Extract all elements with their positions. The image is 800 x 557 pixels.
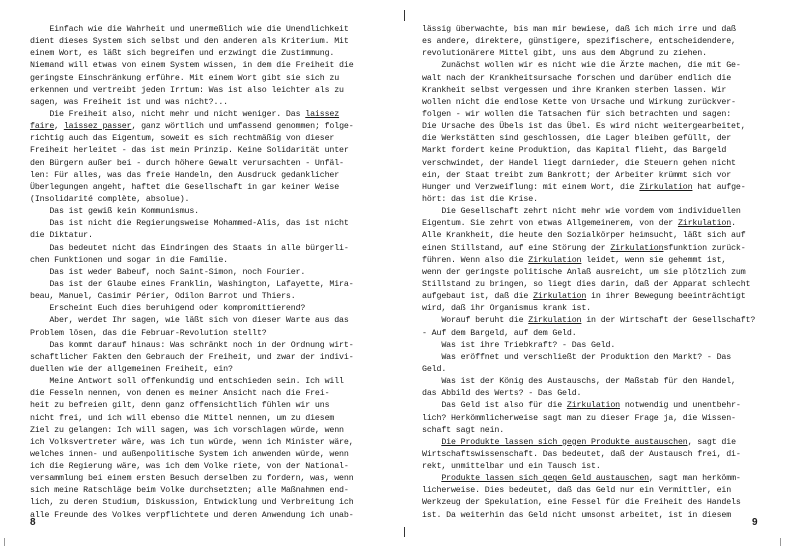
text-line: Geld. bbox=[422, 364, 447, 374]
text-line: Das bedeutet nicht das Eindringen des Staats in alle bürgerli- bbox=[30, 243, 349, 253]
text-line: ich Volksvertreter wäre, was ich tun würde, wenn ich Minister wäre, bbox=[30, 437, 354, 447]
text-line: Was eröffnet und verschließt der Produktion den Markt? - Das bbox=[422, 352, 732, 362]
text-line: welches innen- und außenpolitische System ich anwenden würde, wenn bbox=[30, 449, 349, 459]
text-line: Was ist der König des Austauschs, der Maßstab für den Handel, bbox=[422, 377, 736, 387]
right-page bbox=[400, 0, 800, 557]
text-line: erkennen und vertreibt jeden Irrtum: Was ist also leichter als zu bbox=[30, 85, 344, 95]
text-line: Wirtschaftswissenschaft. Das bedeutet, daß der Austausch frei, di- bbox=[422, 449, 741, 459]
text-line: walt nach der Krankheitsursache forschen und darüber endlich die bbox=[422, 73, 732, 83]
text-line: es andere, direktere, günstigere, spezifischere, entscheidendere, bbox=[422, 37, 736, 47]
text-line: beau, Manuel, Casimir Périer, Odilon Barrot und Thiers. bbox=[30, 292, 296, 302]
text-line: die Fesseln nennen, von denen es meiner Ansicht nach die Frei- bbox=[30, 389, 330, 399]
text-line: die Diktatur. bbox=[30, 231, 93, 241]
text-line: duellen wie der allgemeinen Freiheit, ein? bbox=[30, 364, 233, 374]
text-line: - Auf dem Bargeld, auf dem Geld. bbox=[422, 328, 577, 338]
text-line: nicht frei, und ich will ebenso die Mittel nennen, um zu diesem bbox=[30, 413, 335, 423]
right-text-column bbox=[422, 24, 778, 522]
text-line: wenn der geringste politische Anlaß ausreicht, um sie plötzlich zum bbox=[422, 267, 746, 277]
gutter-mark-bottom bbox=[404, 527, 405, 537]
text-line: das Abbild des Werts? - Das Geld. bbox=[422, 389, 582, 399]
text-line: Aber, werdet Ihr sagen, wie läßt sich von dieser Warte aus das bbox=[30, 316, 349, 326]
text-line: sich meine Ratschläge beim Volke durchsetzten; alle Maßnahmen end- bbox=[30, 486, 349, 496]
text-line: folgen - wir wollen die Tatsachen für sich betrachten und sagen: bbox=[422, 109, 732, 119]
text-line: schaft sagt nein. bbox=[422, 425, 505, 435]
text-line: Die Freiheit also, nicht mehr und nicht weniger. Das laissez bbox=[30, 109, 340, 119]
text-line: richtig auch das Eigentum, soweit es sich rechtmäßig von dieser bbox=[30, 134, 335, 144]
text-line: einem Wort, es läßt sich begreifen und erzwingt die Zustimmung. bbox=[30, 49, 335, 59]
text-line: Überlegungen angeht, haftet die Gesellschaft in gar keiner Weise bbox=[30, 182, 340, 192]
text-line: licherweise. Dies bedeutet, daß das Geld nur ein Vermittler, ein bbox=[422, 486, 732, 496]
text-line: Einfach wie die Wahrheit und unermeßlich wie die Unendlichkeit bbox=[30, 25, 349, 34]
text-line: Ziel zu gelangen: Ich will sagen, was ich vorschlagen würde, wenn bbox=[30, 425, 344, 435]
gutter-mark-top bbox=[404, 10, 405, 21]
text-line: Eigentum. Sie zehrt von etwas Allgemeinerem, von der Zirkulation. bbox=[422, 219, 736, 229]
text-line: einen Stillstand, auf eine Störung der Zirkulationsfunktion zurück- bbox=[422, 243, 746, 253]
edge-mark-left bbox=[4, 538, 5, 546]
text-line: Werkzeug der Spekulation, eine Fessel für die Freiheit des Handels bbox=[422, 498, 741, 508]
page-number-right: 9 bbox=[752, 517, 758, 528]
text-line: hört: das ist die Krise. bbox=[422, 194, 538, 204]
text-line: Stillstand zu bringen, so liegt dies darin, daß der Apparat schlecht bbox=[422, 279, 751, 289]
edge-mark-right bbox=[780, 538, 781, 546]
text-line: ein, der Staat treibt zum Bankrott; der Arbeiter krümmt sich vor bbox=[422, 170, 732, 180]
text-line: Zunächst wollen wir es nicht wie die Ärzte machen, die mit Ge- bbox=[422, 61, 741, 71]
text-line: Die Gesellschaft zehrt nicht mehr wie vordem vom individuellen bbox=[422, 207, 741, 217]
text-line: lich? Herkömmlicherweise sagt man zu dieser Frage ja, die Wissen- bbox=[422, 413, 736, 423]
text-line: dient dieses System sich selbst und den anderen als Kriterium. Mit bbox=[30, 37, 349, 47]
text-line: Worauf beruht die Zirkulation in der Wirtschaft der Gesellschaft? bbox=[422, 316, 756, 326]
text-line: Freiheit herleitet - das ist mein Prinzip. Keine Solidarität unter bbox=[30, 146, 349, 156]
text-line: Das ist nicht die Regierungsweise Mohammed-Alis, das ist nicht bbox=[30, 219, 349, 229]
text-line: versammlung bei einem ersten Besuch derselben zu fordern, was, wenn bbox=[30, 474, 354, 484]
text-line: Alle Krankheit, die heute den Sozialkörper heimsucht, läßt sich auf bbox=[422, 231, 746, 241]
text-line: len: Für alles, was das freie Handeln, den Ausdruck gedanklicher bbox=[30, 170, 340, 180]
text-line: Meine Antwort soll offenkundig und entschieden sein. Ich will bbox=[30, 377, 344, 387]
text-line: alle Freunde des Volkes verpflichtete und deren Anwendung ich unab- bbox=[30, 510, 354, 520]
text-line: geringste Einschränkung erführe. Mit einem Wort gibt sie sich zu bbox=[30, 73, 340, 83]
text-line: den Bürgern außer bei - durch höhere Gewalt verursachten - Unfäl- bbox=[30, 158, 344, 168]
text-line: Markt fordert keine Produktion, das Kapital flieht, das Bargeld bbox=[422, 146, 727, 156]
text-line: heit zu befreien gilt, denn ganz offensichtlich fühlen wir uns bbox=[30, 401, 330, 411]
text-line: Problem lösen, das die Februar-Revolution stellt? bbox=[30, 328, 267, 338]
text-line: wollen nicht die endlose Kette von Ursache und Wirkung zurückver- bbox=[422, 97, 736, 107]
text-line: (Insolidarité complète, absolue). bbox=[30, 194, 190, 204]
text-line: Produkte lassen sich gegen Geld austauschen, sagt man herkömm- bbox=[441, 474, 741, 484]
text-line: ist. Da weiterhin das Geld nicht umsonst arbeitet, ist in diesem bbox=[422, 510, 732, 520]
text-line: chen Funktionen und sogar in die Familie. bbox=[30, 255, 228, 265]
text-line: Das ist der Glaube eines Franklin, Washington, Lafayette, Mira- bbox=[30, 279, 354, 289]
text-line: wird, daß ihr Organismus krank ist. bbox=[422, 304, 592, 314]
text-line: verschwindet, der Handel liegt darnieder, die Steuern gehen nicht bbox=[422, 158, 736, 168]
text-line: Das ist gewiß kein Kommunismus. bbox=[30, 207, 200, 217]
text-line: aufgebaut ist, daß die Zirkulation in ihrer Bewegung beeinträchtigt bbox=[422, 292, 746, 302]
text-line: führen. Wenn also die Zirkulation leidet, wenn sie gehemmt ist, bbox=[422, 255, 727, 265]
text-line: Was ist ihre Triebkraft? - Das Geld. bbox=[422, 340, 616, 350]
text-line: Die Produkte lassen sich gegen Produkte austauschen, sagt die bbox=[441, 437, 736, 447]
text-line: lich, zu deren Studium, Diskussion, Entwicklung und Verbreitung ich bbox=[30, 498, 354, 508]
text-line: Das ist weder Babeuf, noch Saint-Simon, noch Fourier. bbox=[30, 267, 306, 277]
text-line: revolutionärere Mittel gibt, uns aus dem Abgrund zu ziehen. bbox=[422, 49, 707, 59]
text-line: ich die Regierung wäre, was ich dem Volke riete, von der National- bbox=[30, 462, 349, 472]
page-number-left: 8 bbox=[30, 517, 36, 528]
text-line: sagen, was Freiheit ist und was nicht?... bbox=[30, 97, 228, 107]
text-line: Das kommt darauf hinaus: Was schränkt noch in der Ordnung wirt- bbox=[30, 340, 354, 350]
text-line: lässig überwachte, bis man mir bewiese, daß ich mich irre und daß bbox=[422, 25, 736, 34]
text-line: Niemand will etwas von einem System wissen, in dem die Freiheit die bbox=[30, 61, 354, 71]
text-line: die Werkstätten sind geschlossen, die Lager bleiben gefüllt, der bbox=[422, 134, 732, 144]
text-line: faire, laissez passer, ganz wörtlich und umfassend genommen; folge- bbox=[30, 122, 354, 132]
text-line: Die Ursache des Übels ist das Übel. Es wird nicht weitergearbeitet, bbox=[422, 122, 746, 132]
text-line: Erscheint Euch dies beruhigend oder kompromittierend? bbox=[30, 304, 306, 314]
text-line: Das Geld ist also für die Zirkulation notwendig und unentbehr- bbox=[422, 401, 741, 411]
left-text-column bbox=[30, 24, 382, 522]
text-line: Hunger und Verzweiflung: mit einem Wort, die Zirkulation hat aufge- bbox=[422, 182, 746, 192]
text-line: schaftlicher Fakten den Gebrauch der Freiheit, und zwar der indivi- bbox=[30, 352, 354, 362]
text-line: rekt, unmittelbar und ein Tausch ist. bbox=[422, 462, 601, 472]
text-line: Krankheit selbst vergessen und ihre Kranken sterben lassen. Wir bbox=[422, 85, 727, 95]
